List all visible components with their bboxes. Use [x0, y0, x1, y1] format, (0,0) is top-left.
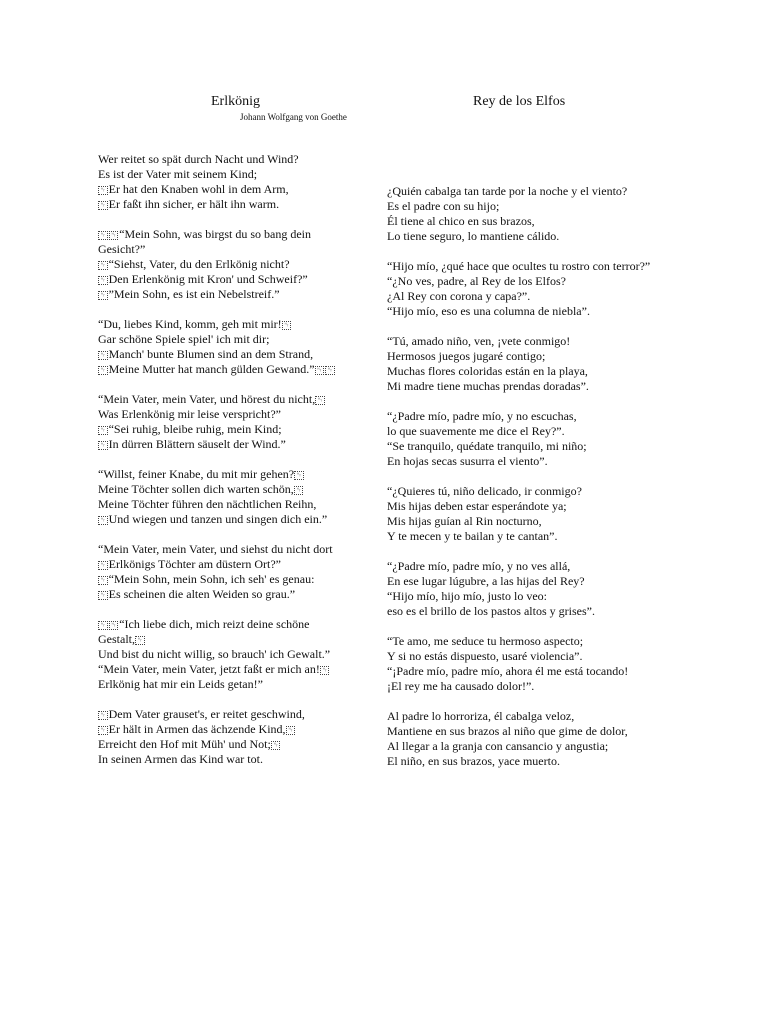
- poem-line-text: “Mein Vater, mein Vater, jetzt faßt er mich an!: [98, 662, 320, 676]
- poem-line-text: “Siehst, Vater, du den Erlkönig nicht?: [108, 257, 290, 271]
- poem-line: [387, 424, 657, 439]
- control-char-box: ␉: [316, 366, 323, 374]
- poem-line-text: Meine Töchter führen den nächtlichen Reihn,: [98, 497, 317, 511]
- poem-line: [98, 542, 358, 557]
- poem-line-text: “Mein Sohn, mein Sohn, ich seh' es genau:: [108, 572, 315, 586]
- poem-line: [98, 467, 358, 482]
- poem-line: [98, 227, 358, 242]
- poem-line-text: ”Mein Sohn, es ist ein Nebelstreif.”: [108, 287, 280, 301]
- poem-line: [387, 649, 657, 664]
- poem-line-text: “¡Padre mío, padre mío, ahora él me está tocando!: [387, 664, 629, 678]
- poem-line: [387, 634, 657, 649]
- poem-line: [387, 199, 657, 214]
- poem-line-text: ¿Quién cabalga tan tarde por la noche y el viento?: [387, 184, 628, 198]
- poem-line-text: “Mein Vater, mein Vater, und hörest du nicht,: [98, 392, 316, 406]
- poem-line: [98, 287, 358, 302]
- poem-line-text: “Sei ruhig, bleibe ruhig, mein Kind;: [108, 422, 282, 436]
- poem-line-text: Erlkönig hat mir ein Leids getan!”: [98, 677, 263, 691]
- poem-line-text: Al llegar a la granja con cansancio y angustia;: [387, 739, 609, 753]
- poem-line: [387, 604, 657, 619]
- poem-line-text: “Willst, feiner Knabe, du mit mir gehen?: [98, 467, 295, 481]
- poem-line: [98, 422, 358, 437]
- poem-line-text: Es el padre con su hijo;: [387, 199, 500, 213]
- stanza: [98, 392, 358, 452]
- poem-line-text: “¿Padre mío, padre mío, y no ves allá,: [387, 559, 571, 573]
- poem-line: [98, 362, 358, 377]
- spanish-title: Rey de los Elfos: [473, 94, 566, 109]
- control-char-box: ␉: [296, 471, 302, 479]
- poem-line: [387, 679, 657, 694]
- poem-line-text: Y si no estás dispuesto, usaré violencia”.: [387, 649, 583, 663]
- poem-line: [98, 182, 358, 197]
- poem-line-text: Meine Mutter hat manch gülden Gewand.”: [108, 362, 315, 376]
- poem-line-text: Muchas flores coloridas están en la playa,: [387, 364, 588, 378]
- poem-line-text: Manch' bunte Blumen sind an dem Strand,: [108, 347, 314, 361]
- poem-line: [98, 632, 358, 647]
- poem-line: [387, 289, 657, 304]
- poem-line-text: Gestalt,: [98, 632, 135, 646]
- poem-line-text: Es scheinen die alten Weiden so grau.”: [108, 587, 296, 601]
- poem-line-text: ¡El rey me ha causado dolor!”.: [387, 679, 535, 693]
- poem-line-text: Und bist du nicht willig, so brauch' ich Gewalt.”: [98, 647, 331, 661]
- poem-line-text: Y te mecen y te bailan y te cantan”.: [387, 529, 558, 543]
- poem-line: [387, 724, 657, 739]
- poem-line: [98, 407, 358, 422]
- control-char-box: ␉: [137, 636, 143, 644]
- poem-line-text: “¿No ves, padre, al Rey de los Elfos?: [387, 274, 566, 288]
- poem-line-text: Al padre lo horroriza, él cabalga veloz,: [387, 709, 575, 723]
- poem-line-text: “Ich liebe dich, mich reizt deine schöne: [119, 617, 310, 631]
- control-char-box: ␉: [100, 561, 106, 569]
- poem-line-text: Wer reitet so spät durch Nacht und Wind?: [98, 152, 299, 166]
- poem-line-text: “Mein Vater, mein Vater, und siehst du nicht dort: [98, 542, 333, 556]
- poem-line-text: Lo tiene seguro, lo mantiene cálido.: [387, 229, 560, 243]
- poem-line: [98, 557, 358, 572]
- control-char-box: ␉: [321, 666, 328, 674]
- poem-line-text: “Se tranquilo, quédate tranquilo, mi niño;: [387, 439, 587, 453]
- poem-line-text: Er hält in Armen das ächzende Kind,: [108, 722, 286, 736]
- poem-line: [98, 167, 358, 182]
- poem-line: [98, 572, 358, 587]
- poem-line-text: Mi madre tiene muchas prendas doradas”.: [387, 379, 589, 393]
- poem-line: [387, 349, 657, 364]
- poem-line: [98, 497, 358, 512]
- poem-line-text: “Hijo mío, eso es una columna de niebla”.: [387, 304, 590, 318]
- stanza: [98, 617, 358, 692]
- control-char-box: ␉: [287, 726, 294, 734]
- control-char-box: ␉: [100, 351, 106, 359]
- poem-line-text: Er hat den Knaben wohl in dem Arm,: [108, 182, 289, 196]
- stanza: [387, 409, 657, 469]
- poem-line: [387, 334, 657, 349]
- poem-line: [98, 707, 358, 722]
- stanza: [98, 227, 358, 302]
- german-title: Erlkönig: [211, 94, 260, 109]
- poem-line-text: Él tiene al chico en sus brazos,: [387, 214, 535, 228]
- poem-line: [98, 242, 358, 257]
- poem-line-text: Er faßt ihn sicher, er hält ihn warm.: [108, 197, 280, 211]
- poem-line: [98, 617, 358, 632]
- stanza: [387, 559, 657, 619]
- poem-line: [387, 739, 657, 754]
- control-char-box: ␉: [100, 291, 106, 299]
- control-char-box: ␉: [295, 486, 302, 494]
- poem-line: [98, 257, 358, 272]
- poem-line: [387, 274, 657, 289]
- stanza: [387, 334, 657, 394]
- spanish-poem: [387, 184, 657, 784]
- poem-line: [98, 662, 358, 677]
- control-char-box: ␉: [100, 201, 106, 209]
- poem-line-text: “Hijo mío, hijo mío, justo lo veo:: [387, 589, 547, 603]
- poem-line: [387, 439, 657, 454]
- poem-line-text: “Te amo, me seduce tu hermoso aspecto;: [387, 634, 584, 648]
- control-char-box: ␉: [110, 621, 117, 629]
- poem-line-text: En hojas secas susurra el viento”.: [387, 454, 548, 468]
- poem-line: [98, 317, 358, 332]
- poem-line: [387, 664, 657, 679]
- poem-line-text: Hermosos juegos jugaré contigo;: [387, 349, 546, 363]
- poem-line-text: Mantiene en sus brazos al niño que gime de dolor,: [387, 724, 628, 738]
- poem-line-text: “¿Padre mío, padre mío, y no escuchas,: [387, 409, 577, 423]
- poem-line-text: ¿Al Rey con corona y capa?”.: [387, 289, 531, 303]
- control-char-box: ␉: [100, 261, 106, 269]
- poem-line-text: Gar schöne Spiele spiel' ich mit dir;: [98, 332, 270, 346]
- poem-line-text: Was Erlenkönig mir leise verspricht?”: [98, 407, 281, 421]
- poem-line: [387, 574, 657, 589]
- poem-line: [98, 392, 358, 407]
- poem-line: [98, 482, 358, 497]
- poem-line-text: Dem Vater grauset's, er reitet geschwind,: [108, 707, 305, 721]
- poem-line: [387, 499, 657, 514]
- poem-line: [387, 214, 657, 229]
- poem-line-text: Meine Töchter sollen dich warten schön,: [98, 482, 294, 496]
- control-char-box: ␉: [100, 726, 106, 734]
- german-poem: [98, 152, 358, 782]
- poem-line-text: In dürren Blättern säuselt der Wind.”: [108, 437, 286, 451]
- poem-line: [98, 272, 358, 287]
- poem-line: [387, 184, 657, 199]
- poem-line: [98, 152, 358, 167]
- control-char-box: ␉: [327, 366, 333, 374]
- poem-line: [98, 647, 358, 662]
- poem-line-text: “Tú, amado niño, ven, ¡vete conmigo!: [387, 334, 571, 348]
- poem-line-text: Den Erlenkönig mit Kron' und Schweif?”: [108, 272, 308, 286]
- stanza: [98, 152, 358, 212]
- poem-line: [387, 454, 657, 469]
- poem-line-text: Mis hijas guían al Rin nocturno,: [387, 514, 542, 528]
- poem-line-text: El niño, en sus brazos, yace muerto.: [387, 754, 560, 768]
- control-char-box: ␉: [100, 186, 106, 194]
- stanza: [387, 259, 657, 319]
- author-line: Johann Wolfgang von Goethe: [240, 112, 347, 122]
- control-char-box: ␉: [283, 321, 290, 329]
- poem-line: [98, 437, 358, 452]
- poem-line: [387, 754, 657, 769]
- control-char-box: ␉: [100, 441, 106, 449]
- control-char-box: ␉: [110, 231, 117, 239]
- poem-line: [98, 197, 358, 212]
- stanza: [98, 467, 358, 527]
- control-char-box: ␉: [100, 516, 106, 524]
- poem-line: [387, 379, 657, 394]
- stanza: [387, 709, 657, 769]
- poem-line-text: Und wiegen und tanzen und singen dich ein.”: [108, 512, 328, 526]
- poem-line: [387, 709, 657, 724]
- poem-line: [387, 364, 657, 379]
- control-char-box: ␉: [100, 276, 106, 284]
- poem-line-text: En ese lugar lúgubre, a las hijas del Rey?: [387, 574, 585, 588]
- poem-line: [98, 347, 358, 362]
- poem-line-text: lo que suavemente me dice el Rey?”.: [387, 424, 565, 438]
- poem-line: [98, 752, 358, 767]
- poem-line-text: Erlkönigs Töchter am düstern Ort?”: [108, 557, 282, 571]
- poem-line-text: Mis hijas deben estar esperándote ya;: [387, 499, 567, 513]
- stanza: [387, 634, 657, 694]
- poem-line: [98, 722, 358, 737]
- control-char-box: ␉: [272, 741, 279, 749]
- poem-line: [387, 259, 657, 274]
- control-char-box: ␉: [100, 591, 106, 599]
- poem-line: [98, 587, 358, 602]
- stanza: [98, 542, 358, 602]
- poem-line-text: Erreicht den Hof mit Müh' und Not;: [98, 737, 271, 751]
- poem-line: [98, 332, 358, 347]
- control-char-box: ␉: [100, 711, 106, 719]
- poem-line-text: “Hijo mío, ¿qué hace que ocultes tu rostro con terror?”: [387, 259, 651, 273]
- poem-line-text: Gesicht?”: [98, 242, 146, 256]
- poem-line-text: “¿Quieres tú, niño delicado, ir conmigo?: [387, 484, 582, 498]
- poem-line: [387, 229, 657, 244]
- control-char-box: ␉: [317, 396, 323, 404]
- control-char-box: ␉: [100, 426, 106, 434]
- poem-line: [387, 304, 657, 319]
- poem-line-text: eso es el brillo de los pastos altos y grises”.: [387, 604, 595, 618]
- poem-line: [98, 677, 358, 692]
- poem-line: [387, 559, 657, 574]
- stanza: [98, 707, 358, 767]
- poem-line-text: “Du, liebes Kind, komm, geh mit mir!: [98, 317, 282, 331]
- poem-line-text: “Mein Sohn, was birgst du so bang dein: [119, 227, 311, 241]
- poem-line: [98, 737, 358, 752]
- poem-line: [387, 514, 657, 529]
- control-char-box: ␉: [100, 231, 106, 239]
- control-char-box: ␉: [100, 576, 106, 584]
- poem-line: [387, 409, 657, 424]
- stanza: [98, 317, 358, 377]
- control-char-box: ␉: [100, 366, 106, 374]
- control-char-box: ␉: [100, 621, 106, 629]
- stanza: [387, 484, 657, 544]
- poem-line: [387, 484, 657, 499]
- stanza: [387, 184, 657, 244]
- poem-line-text: Es ist der Vater mit seinem Kind;: [98, 167, 258, 181]
- poem-line: [387, 589, 657, 604]
- poem-line: [387, 529, 657, 544]
- poem-line-text: In seinen Armen das Kind war tot.: [98, 752, 263, 766]
- poem-line: [98, 512, 358, 527]
